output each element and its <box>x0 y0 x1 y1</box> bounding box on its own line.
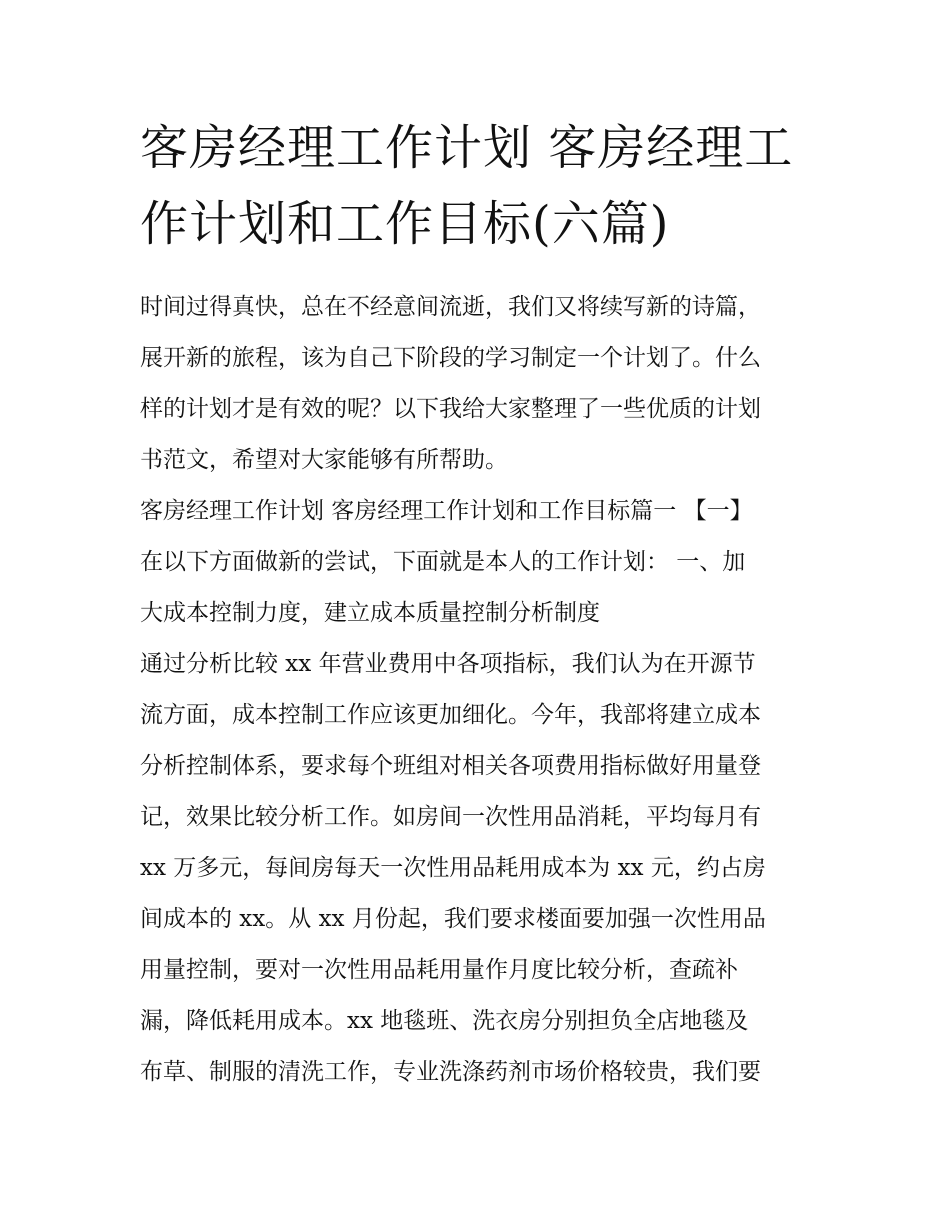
document-title <box>140 110 820 262</box>
text-line: xx 万多元，每间房每天一次性用品耗用成本为 xx 元，约占房 <box>140 855 766 881</box>
text-line: 时间过得真快，总在不经意间流逝，我们又将续写新的诗篇， <box>140 294 761 320</box>
text-line: 间成本的 xx。从 xx 月份起，我们要求楼面要加强一次性用品 <box>140 906 766 932</box>
text-line: 书范文，希望对大家能够有所帮助。 <box>140 447 508 473</box>
text-line: 通过分析比较 xx 年营业费用中各项指标，我们认为在开源节 <box>140 651 756 677</box>
text-line: 展开新的旅程，该为自己下阶段的学习制定一个计划了。什么 <box>140 345 761 371</box>
text-line: 漏，降低耗用成本。xx 地毯班、洗衣房分别担负全店地毯及 <box>140 1008 749 1034</box>
text-line: 大成本控制力度，建立成本质量控制分析制度 <box>140 600 600 626</box>
text-line: 流方面，成本控制工作应该更加细化。今年，我部将建立成本 <box>140 702 761 728</box>
text-line: 在以下方面做新的尝试，下面就是本人的工作计划： 一、加 <box>140 549 746 575</box>
intro-paragraph <box>140 282 820 486</box>
section-heading-paragraph <box>140 486 820 639</box>
text-line: 记，效果比较分析工作。如房间一次性用品消耗，平均每月有 <box>140 804 761 830</box>
text-line: 客房经理工作计划 客房经理工作计划和工作目标篇一 【一】 <box>140 498 753 524</box>
text-line: 布草、制服的清洗工作，专业洗涤药剂市场价格较贵，我们要 <box>140 1059 761 1085</box>
title-line: 客房经理工作计划 客房经理工 <box>140 120 794 176</box>
text-line: 样的计划才是有效的呢？以下我给大家整理了一些优质的计划 <box>140 396 761 422</box>
document-page <box>140 110 820 1098</box>
body-paragraph <box>140 639 820 1098</box>
title-line: 作计划和工作目标(六篇) <box>140 196 670 252</box>
text-line: 分析控制体系，要求每个班组对相关各项费用指标做好用量登 <box>140 753 761 779</box>
text-line: 用量控制，要对一次性用品耗用量作月度比较分析，查疏补 <box>140 957 738 983</box>
